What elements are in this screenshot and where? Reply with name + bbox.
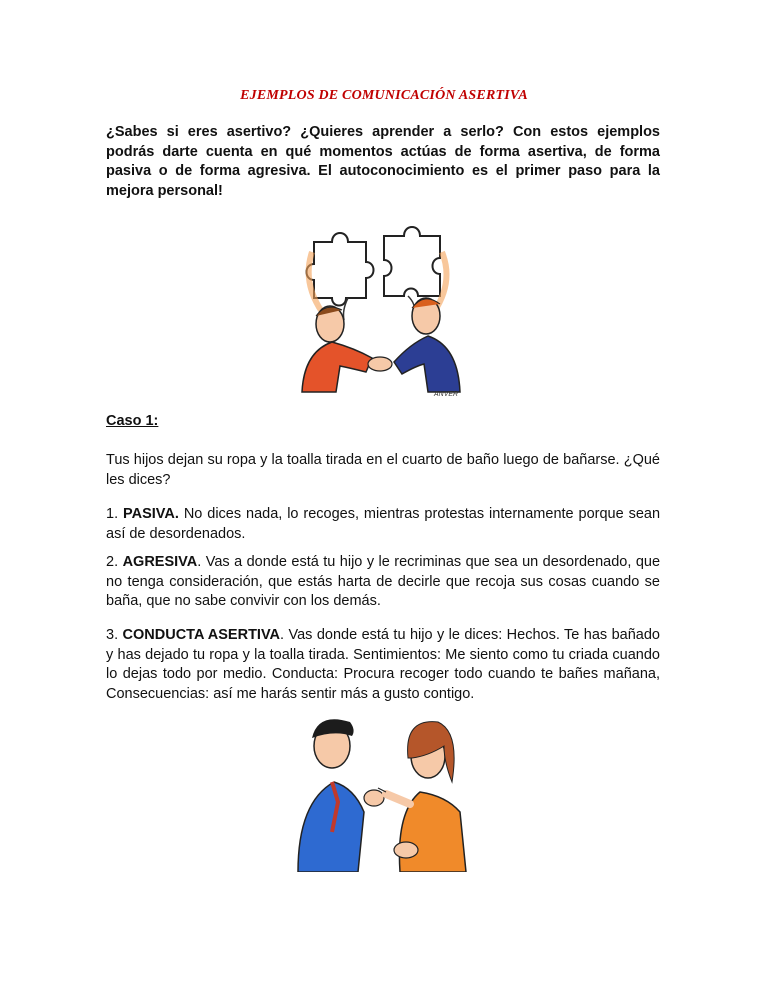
illustration-signature: ANVER	[434, 391, 459, 398]
option-label-asertiva: CONDUCTA ASERTIVA	[122, 627, 281, 643]
document-title: EJEMPLOS DE COMUNICACIÓN ASERTIVA	[240, 88, 528, 103]
option-number: 1.	[106, 506, 119, 522]
option-label-pasiva: PASIVA.	[123, 506, 179, 522]
arguing-couple-illustration	[288, 712, 474, 872]
option-agresiva	[106, 553, 660, 612]
option-text-pasiva: No dices nada, lo recoges, mientras protestas internamente porque sean así de desordenados.	[106, 506, 661, 542]
option-text-agresiva: . Vas a donde está tu hijo y le recriminas que sea un desordenado, que no tenga consideración, que estás harta de decirle que recoja sus cosas cuando se baña, que no sabe convivir con los demás.	[106, 554, 661, 609]
option-pasiva	[106, 505, 660, 544]
option-asertiva	[106, 626, 660, 704]
puzzle-handshake-illustration	[284, 212, 474, 410]
option-text-asertiva: . Vas donde está tu hijo y le dices: Hechos. Te has bañado y has dejado tu ropa y la toalla tirada. Sentimientos: Me siento como tu criada cuando lo dejas todo por medio. Conducta: Procura recoger todo cuando te bañes mañana, Consecuencias: así me harás sentir más a gusto contigo.	[106, 627, 660, 702]
option-number: 2.	[106, 554, 119, 570]
case-1-heading: Caso 1:	[106, 413, 159, 429]
option-number: 3.	[106, 627, 119, 643]
case-1-question: Tus hijos dejan su ropa y la toalla tirada en el cuarto de baño luego de bañarse. ¿Qué les dices?	[106, 452, 660, 488]
intro-paragraph: ¿Sabes si eres asertivo? ¿Quieres aprender a serlo? Con estos ejemplos podrás darte cuenta en qué momentos actúas de forma asertiva, de forma pasiva o de forma agresiva. El autoconocimiento es el primer paso para la mejora personal!	[106, 124, 660, 199]
option-label-agresiva: AGRESIVA	[122, 554, 198, 570]
